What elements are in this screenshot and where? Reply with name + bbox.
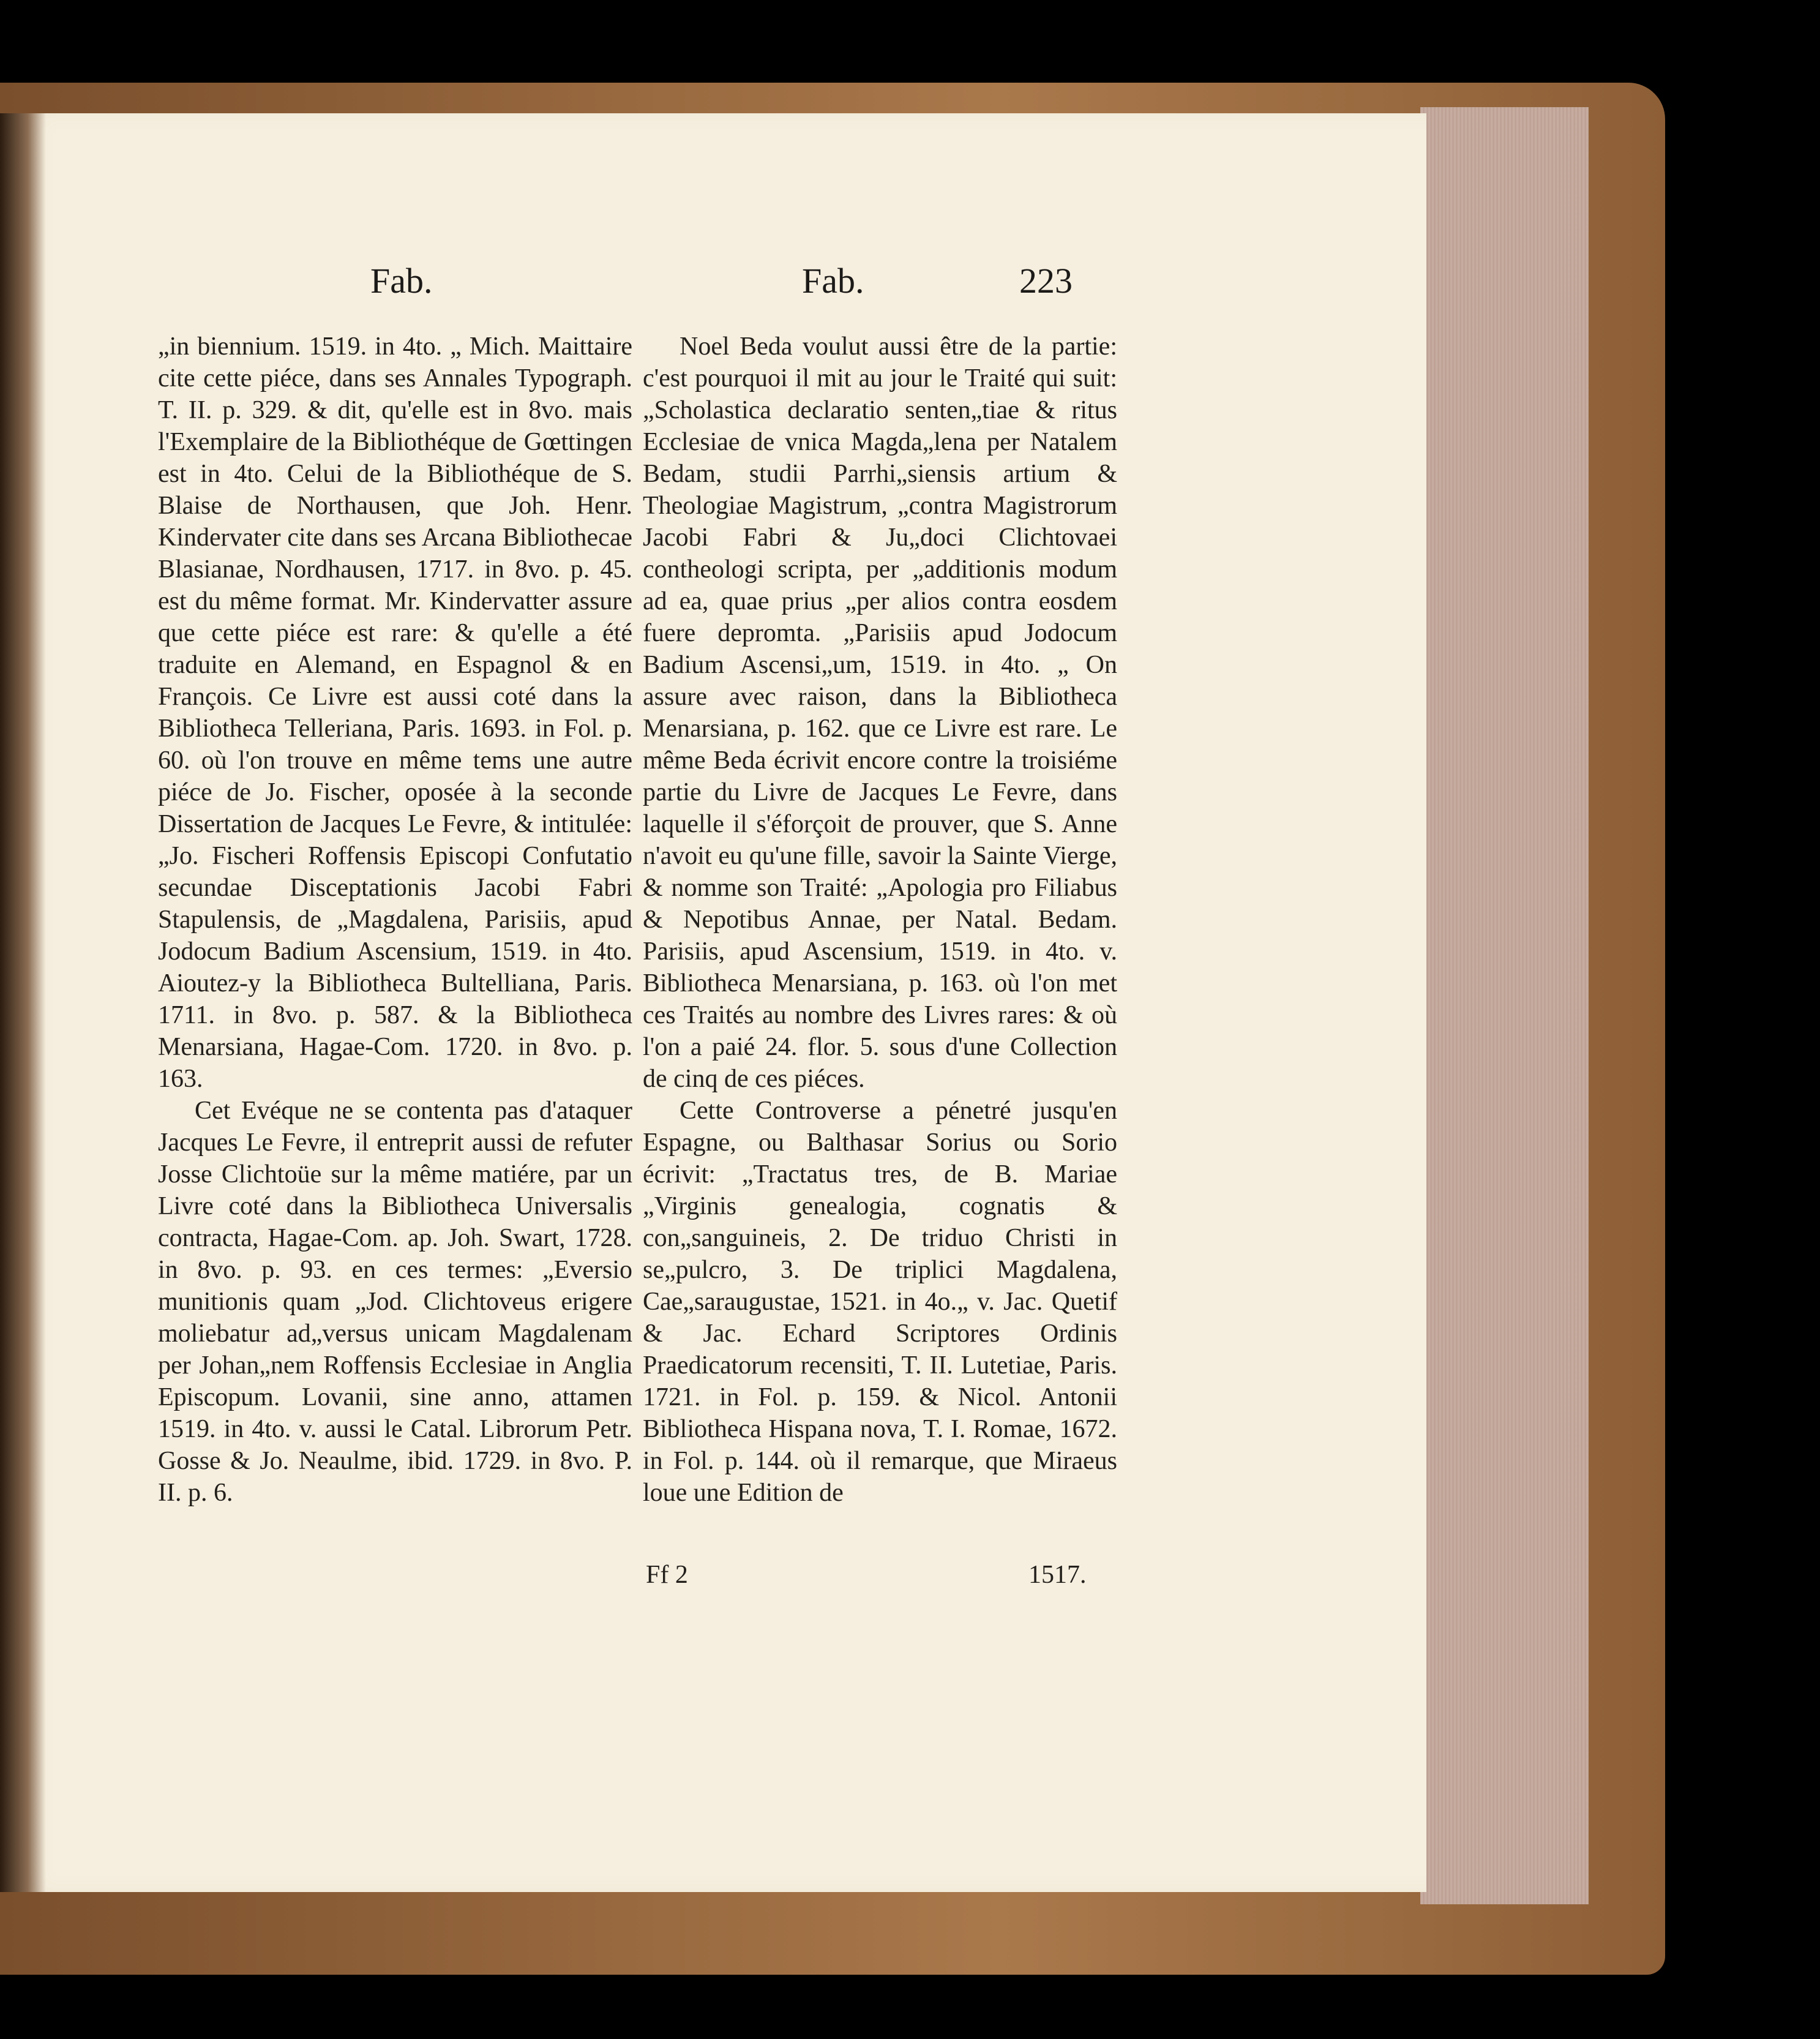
left-paragraph-1: „in biennium. 1519. in 4to. „ Mich. Maittaire cite cette piéce, dans ses Annales Typograph. T. II. p. 329. & dit, qu'elle est in 8vo. mais l'Exemplaire de la Bibliothéque de Gœttingen est in 4to. Celui de la Bibliothéque de S. Blaise de Northausen, que Joh. Henr. Kindervater cite dans ses Arcana Bibliothecae Blasianae, Nordhausen, 1717. in 8vo. p. 45. est du même format. Mr. Kindervatter assure que cette piéce est rare: & qu'elle a été traduite en Alemand, en Espagnol & en François. Ce Livre est aussi coté dans la Bibliotheca Telleriana, Paris. 1693. in Fol. p. 60. où l'on trouve en même tems une autre piéce de Jo. Fischer, oposée à la seconde Dissertation de Jacques Le Fevre, & intitulée: „Jo. Fischeri Roffensis Episcopi Confutatio secundae Disceptationis Jacobi Fabri Stapulensis, de „Magdalena, Parisiis, apud Jodocum Badium Ascensium, 1519. in 4to. Aioutez-y la Bibliotheca Bultelliana, Paris. 1711. in 8vo. p. 587. & la Bibliotheca Menarsiana, Hagae-Com. 1720. in 8vo. p. 163. xyxy=(158,332,632,1093)
running-header-left: Fab. xyxy=(370,261,433,301)
signature-mark: Ff 2 xyxy=(646,1561,688,1589)
page-number: 223 xyxy=(1019,261,1073,301)
right-text-column xyxy=(643,331,1117,1509)
left-paragraph-2: Cet Evéque ne se contenta pas d'ataquer Jacques Le Fevre, il entreprit aussi de refuter Josse Clichtoüe sur la même matiére, par un Livre coté dans la Bibliotheca Universalis contracta, Hagae-Com. ap. Joh. Swart, 1728. in 8vo. p. 93. en ces termes: „Eversio munitionis quam „Jod. Clichtoveus erigere moliebatur ad„versus unicam Magdalenam per Johan„nem Roffensis Ecclesiae in Anglia Episcopum. Lovanii, sine anno, attamen 1519. in 4to. v. aussi le Catal. Librorum Petr. Gosse & Jo. Neaulme, ibid. 1729. in 8vo. P. II. p. 6. xyxy=(158,1097,632,1507)
running-header-center: Fab. xyxy=(802,261,864,301)
catchword: 1517. xyxy=(1028,1561,1087,1589)
left-text-column xyxy=(158,331,632,1509)
page-edges xyxy=(1420,107,1589,1904)
right-paragraph-1: Noel Beda voulut aussi être de la partie: c'est pourquoi il mit au jour le Traité qui suit: „Scholastica declaratio senten„tiae & ritus Ecclesiae de vnica Magda„lena per Natalem Bedam, studii Parrhi„siensis artium & Theologiae Magistrum, „contra Magistrorum Jacobi Fabri & Ju„doci Clichtovaei contheologi scripta, per „additionis modum ad ea, quae prius „per alios contra eosdem fuere depromta. „Parisiis apud Jodocum Badium Ascensi„um, 1519. in 4to. „ On assure avec raison, dans la Bibliotheca Menarsiana, p. 162. que ce Livre est rare. Le même Beda écrivit encore contre la troisiéme partie du Livre de Jacques Le Fevre, dans laquelle il s'éforçoit de prouver, que S. Anne n'avoit eu qu'une fille, savoir la Sainte Vierge, & nomme son Traité: „Apologia pro Filiabus & Nepotibus Annae, per Natal. Bedam. Parisiis, apud Ascensium, 1519. in 4to. v. Bibliotheca Menarsiana, p. 163. où l'on met ces Traités au nombre des Livres rares: & où l'on a paié 24. flor. 5. sous d'une Collection de cinq de ces piéces. xyxy=(643,332,1117,1093)
right-paragraph-2: Cette Controverse a pénetré jusqu'en Espagne, ou Balthasar Sorius ou Sorio écrivit: „Tractatus tres, de B. Mariae „Virginis genealogia, cognatis & con„sanguineis, 2. De triduo Christi in se„pulcro, 3. De triplici Magdalena, Cae„saraugustae, 1521. in 4o.„ v. Jac. Quetif & Jac. Echard Scriptores Ordinis Praedicatorum recensiti, T. II. Lutetiae, Paris. 1721. in Fol. p. 159. & Nicol. Antonii Bibliotheca Hispana nova, T. I. Romae, 1672. in Fol. p. 144. où il remarque, que Miraeus loue une Edition de xyxy=(643,1097,1117,1507)
page-gutter xyxy=(0,113,46,1892)
